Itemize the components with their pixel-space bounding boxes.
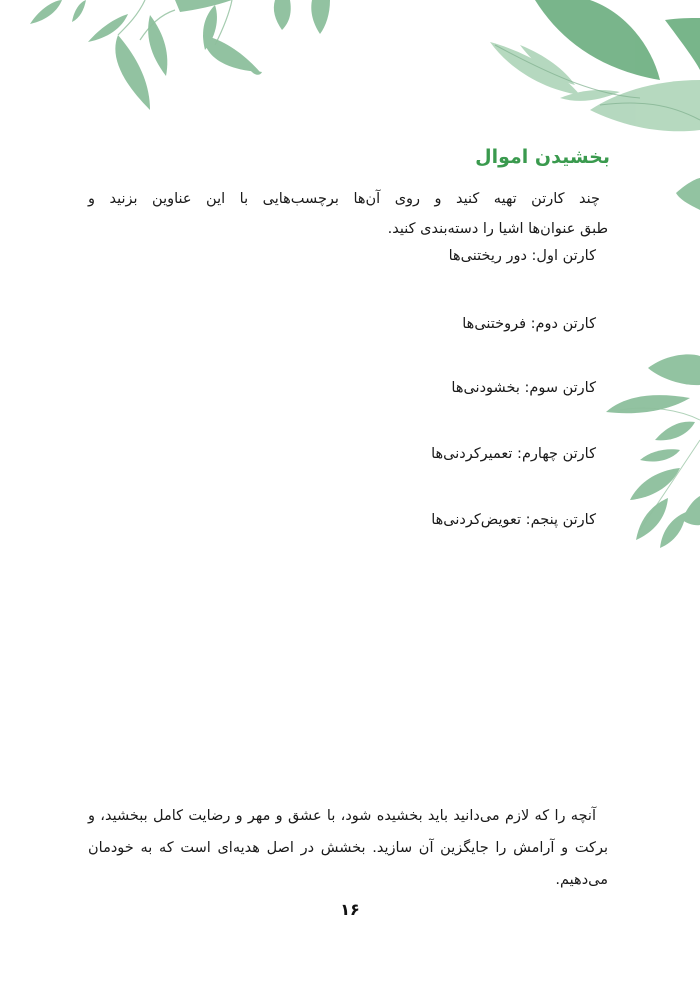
leaf-icon — [676, 178, 700, 210]
section-title: بخشیدن اموال — [475, 146, 610, 168]
carton-item-4: کارتن چهارم: تعمیرکردنی‌ها — [431, 446, 596, 462]
leaf-icon — [30, 0, 330, 110]
page-number: ۱۶ — [340, 900, 360, 919]
carton-item-2: کارتن دوم: فروختنی‌ها — [462, 316, 596, 332]
leaf-icon — [606, 354, 700, 548]
carton-item-1: کارتن اول: دور ریختنی‌ها — [448, 248, 596, 264]
carton-item-3: کارتن سوم: بخشودنی‌ها — [451, 380, 596, 396]
leaf-icon — [535, 0, 700, 80]
intro-line-2: طبق عنوان‌ها اشیا را دسته‌بندی کنید. — [387, 221, 608, 237]
intro-line-1: چند کارتن تهیه کنید و روی آن‌ها برچسب‌هایی با این عناوین بزنید و — [88, 191, 600, 207]
carton-item-5: کارتن پنجم: تعویض‌کردنی‌ها — [431, 512, 596, 528]
closing-paragraph: آنچه را که لازم می‌دانید باید بخشیده شود، با عشق و مهر و رضایت کامل ببخشید، و برکت و آرامش را جایگزین آن سازید. بخشش در اصل هدیه‌ای است که به خودمان می‌دهیم. — [88, 808, 608, 888]
intro-paragraph — [88, 184, 608, 244]
leaf-icon — [490, 42, 700, 131]
